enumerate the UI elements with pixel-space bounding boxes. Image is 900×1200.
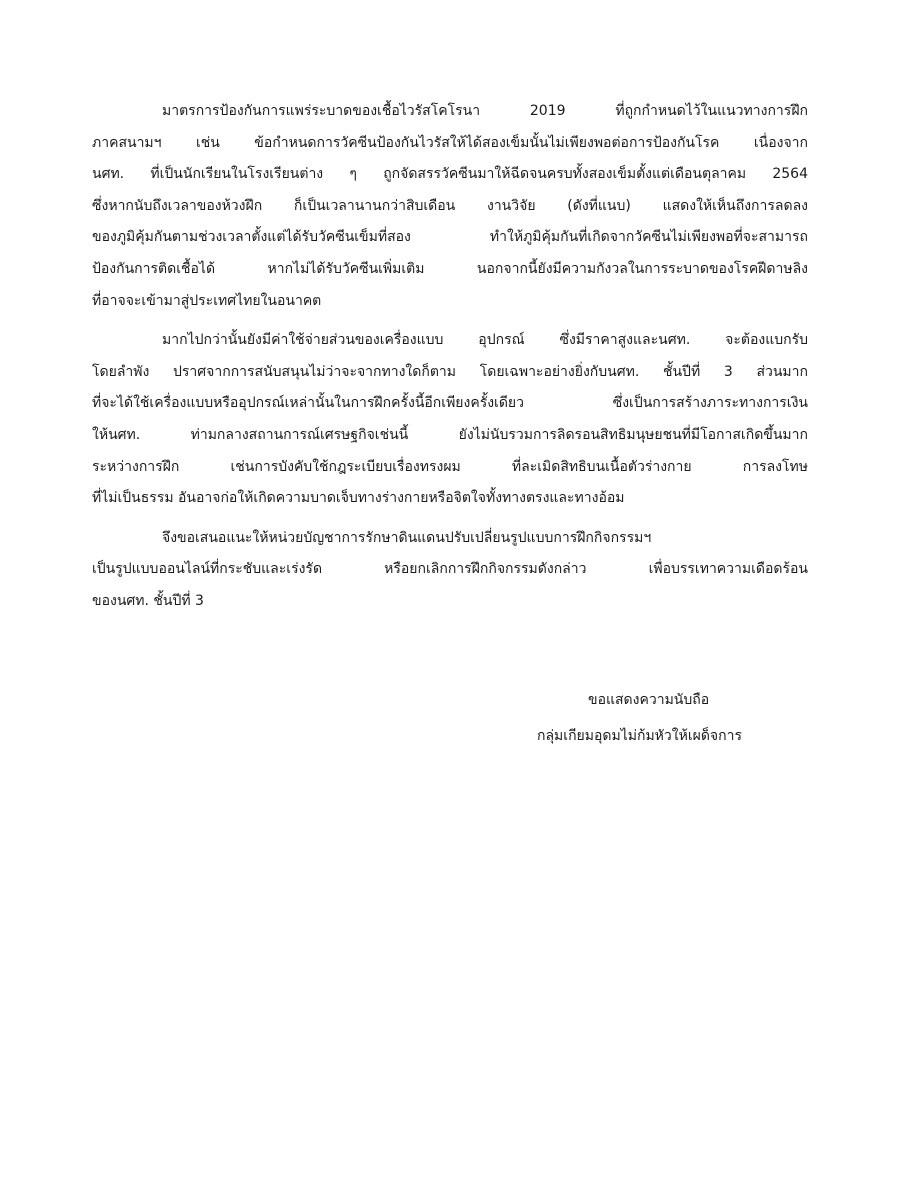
text-line: จึงขอเสนอแนะให้หน่วยบัญชาการรักษาดินแดนปรับเปลี่ยนรูปแบบการฝึกกิจกรรมฯ bbox=[162, 529, 652, 546]
text-line: ของนศท. ชั้นปีที่ 3 bbox=[92, 592, 204, 609]
text-line: ระหว่างการฝึก เช่นการบังคับใช้กฎระเบียบเรื่องทรงผม ที่ละเมิดสิทธิบนเนื้อตัวร่างกาย การลงโทษ bbox=[92, 458, 808, 475]
text-line: มากไปกว่านั้นยังมีค่าใช้จ่ายส่วนของเครื่องแบบ อุปกรณ์ ซึ่งมีราคาสูงและนศท. จะต้องแบกรับ bbox=[162, 332, 808, 349]
signature-block bbox=[500, 682, 820, 754]
closing-salutation: ขอแสดงความนับถือ bbox=[588, 692, 710, 708]
text-line: ที่อาจจะเข้ามาสู่ประเทศไทยในอนาคต bbox=[92, 292, 322, 309]
signatory-name: กลุ่มเกียมอุดมไม่ก้มหัวให้เผด็จการ bbox=[537, 728, 742, 744]
text-line: โดยลำพัง ปราศจากการสนับสนุนไม่ว่าจะจากทางใดก็ตาม โดยเฉพาะอย่างยิ่งกับนศท. ชั้นปีที่ 3 ส่วนมาก bbox=[92, 363, 808, 380]
text-line: ที่จะได้ใช้เครื่องแบบหรืออุปกรณ์เหล่านั้นในการฝึกครั้งนี้อีกเพียงครั้งเดียว ซึ่งเป็นการสร้างภาระทางการเงิน bbox=[92, 395, 808, 412]
paragraph-expenses bbox=[92, 325, 808, 515]
text-line: นศท. ที่เป็นนักเรียนในโรงเรียนต่าง ๆ ถูกจัดสรรวัคซีนมาให้ฉีดจนครบทั้งสองเข็มตั้งแต่เดือนตุลาคม 2564 bbox=[92, 166, 808, 183]
text-line: ภาคสนามฯ เช่น ข้อกำหนดการวัคซีนป้องกันไวรัสให้ได้สองเข็มนั้นไม่เพียงพอต่อการป้องกันโรค เนื่องจาก bbox=[92, 134, 808, 151]
paragraph-recommendation bbox=[92, 523, 808, 618]
text-line: มาตรการป้องกันการแพร่ระบาดของเชื้อไวรัสโคโรนา 2019 ที่ถูกกำหนดไว้ในแนวทางการฝึก bbox=[162, 103, 808, 119]
text-line: เป็นรูปแบบออนไลน์ที่กระชับและเร่งรัด หรือยกเลิกการฝึกกิจกรรมดังกล่าว เพื่อบรรเทาความเดือดร้อน bbox=[92, 561, 808, 578]
text-line: ซึ่งหากนับถึงเวลาของห้วงฝึก ก็เป็นเวลานานกว่าสิบเดือน งานวิจัย (ดังที่แนบ) แสดงให้เห็นถึงการลดลง bbox=[92, 197, 808, 214]
text-line: ที่ไม่เป็นธรรม อันอาจก่อให้เกิดความบาดเจ็บทางร่างกายหรือจิตใจทั้งทางตรงและทางอ้อม bbox=[92, 490, 625, 507]
paragraph-covid-measures bbox=[92, 96, 808, 317]
text-line: ให้นศท. ท่ามกลางสถานการณ์เศรษฐกิจเช่นนี้ ยังไม่นับรวมการลิดรอนสิทธิมนุษยชนที่มีโอกาสเกิดขึ้นมาก bbox=[92, 426, 808, 443]
text-line: ป้องกันการติดเชื้อได้ หากไม่ได้รับวัคซีนเพิ่มเติม นอกจากนี้ยังมีความกังวลในการระบาดของโรคฝีดาษลิง bbox=[92, 260, 808, 277]
letter-body bbox=[92, 96, 808, 626]
text-line: ของภูมิคุ้มกันตามช่วงเวลาตั้งแต่ได้รับวัคซีนเข็มที่สอง ทำให้ภูมิคุ้มกันที่เกิดจากวัคซีนไม่เพียงพอที่จะสามารถ bbox=[92, 229, 808, 246]
